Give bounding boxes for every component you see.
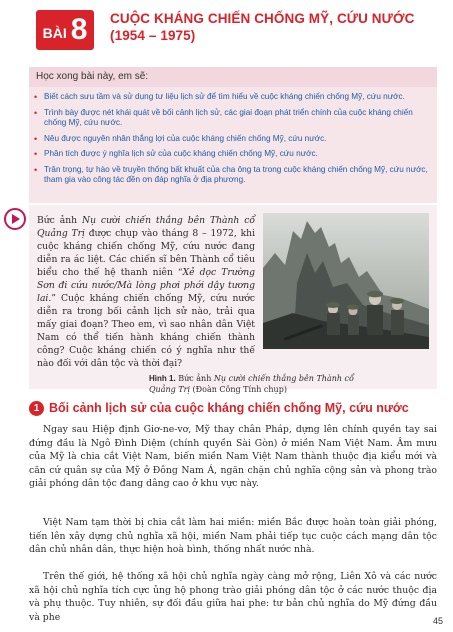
- bullet-icon: •: [34, 149, 38, 159]
- photo-illustration: [263, 213, 429, 349]
- lesson-title: [110, 10, 430, 44]
- photo-caption: Hình 1. Bức ảnh Nụ cười chiến thắng bên Thành cổ Quảng Trị (Đoàn Công Tính chụp): [149, 374, 354, 394]
- learning-goals-box: [29, 67, 437, 203]
- goal-item: • Biết cách sưu tầm và sử dụng tư liệu lịch sử để tìm hiểu về cuộc kháng chiến chống Mỹ, cứu nước.: [34, 92, 405, 102]
- body-paragraph: Ngay sau Hiệp định Giơ-ne-vơ, Mỹ thay chân Pháp, dựng lên chính quyền tay sai đứng đầu là Ngô Đình Diệm (chính quyền Sài Gòn) ở miền Nam Việt Nam. Âm mưu của Mỹ là chia cắt Việt Nam, biến miền Nam Việt Nam thành thuộc địa kiểu mới và căn cứ quân sự của Mỹ ở Đông Nam Á, ngăn chặn chủ nghĩa cộng sản và phong trào giải phóng dân tộc đang dâng cao ở khu vực này.: [29, 424, 437, 490]
- goal-item: • Nêu được nguyên nhân thắng lợi của cuộc kháng chiến chống Mỹ, cứu nước.: [34, 133, 327, 144]
- lesson-badge: [36, 10, 94, 50]
- section-title: Bối cảnh lịch sử của cuộc kháng chiến chống Mỹ, cứu nước: [49, 401, 409, 415]
- historic-photo: [263, 213, 429, 349]
- learning-goals-heading: Học xong bài này, em sẽ:: [29, 67, 437, 87]
- intro-text: Bức ảnh Nụ cười chiến thắng bên Thành cổ Quảng Trị được chụp vào tháng 8 – 1972, khi cuộc kháng chiến chống Mỹ, cứu nước đang diễn ra ác liệt. Các chiến sĩ bên Thành cổ tiêu biểu cho thế hệ thanh niên “Xẻ dọc Trường Sơn đi cứu nước/Mà lòng phơi phới dậy tương lai.” Cuộc kháng chiến chống Mỹ, cứu nước diễn ra trong bối cảnh lịch sử nào, trải qua mấy giai đoạn? Theo em, vì sao nhân dân Việt Nam có thể tiến hành kháng chiến thành công? Cuộc kháng chiến có ý nghĩa như thế nào đối với dân tộc và thời đại?: [37, 215, 256, 369]
- body-paragraph: Trên thế giới, hệ thống xã hội chủ nghĩa ngày càng mở rộng, Liên Xô và các nước xã hội chủ nghĩa tích cực ủng hộ phong trào giải phóng dân tộc ở các nước thuộc địa và phụ thuộc. Tuy nhiên, sự đối đầu giữa hai phe: tư bản chủ nghĩa do Mỹ đứng đầu và phe: [29, 571, 437, 623]
- body-paragraph: Việt Nam tạm thời bị chia cắt làm hai miền: miền Bắc được hoàn toàn giải phóng, tiến lên xây dựng chủ nghĩa xã hội, miền Nam phải tiếp tục cuộc cách mạng dân tộc dân chủ nhân dân, thực hiện hoà bình, thống nhất nước nhà.: [29, 517, 437, 556]
- intro-box: [29, 205, 437, 394]
- bullet-icon: •: [34, 133, 38, 144]
- lesson-header: [0, 0, 453, 62]
- lesson-title-line2: (1954 – 1975): [110, 28, 196, 43]
- bullet-icon: •: [34, 107, 38, 118]
- play-icon: [4, 208, 26, 230]
- goal-item: • Phân tích được ý nghĩa lịch sử của cuộc kháng chiến chống Mỹ, cứu nước.: [34, 149, 318, 159]
- bullet-icon: •: [34, 164, 38, 175]
- section-number: 1: [29, 401, 44, 416]
- goal-item: • Trân trọng, tự hào về truyền thống bất khuất của cha ông ta trong cuộc kháng chiến chống Mỹ, cứu nước, tham gia vào công tác đền ơn đáp nghĩa ở địa phương.: [34, 164, 428, 184]
- bullet-icon: •: [34, 92, 38, 102]
- lesson-title-line1: CUỘC KHÁNG CHIẾN CHỐNG MỸ, CỨU NƯỚC: [110, 11, 415, 26]
- section-heading: [29, 398, 429, 418]
- lesson-badge-word: BÀI: [42, 25, 67, 41]
- page-number: 45: [432, 616, 443, 626]
- lesson-badge-number: 8: [70, 13, 88, 46]
- goal-item: • Trình bày được nét khái quát về bối cảnh lịch sử, các giai đoạn phát triển chính của cuộc kháng chiến chống Mỹ, cứu nước.: [34, 107, 413, 127]
